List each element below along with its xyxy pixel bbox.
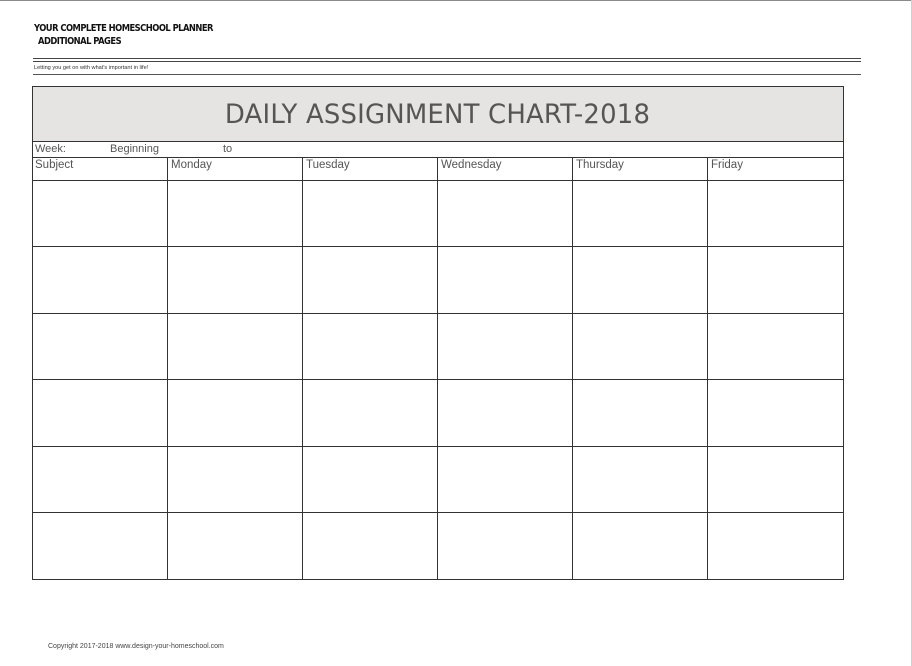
column-header-tuesday: Tuesday	[306, 159, 350, 171]
chart-title-bar	[33, 87, 843, 142]
row-divider	[33, 446, 843, 447]
planner-title: YOUR COMPLETE HOMESCHOOL PLANNER	[34, 23, 213, 34]
grid-header-row	[33, 158, 843, 181]
table-cell[interactable]	[33, 181, 167, 246]
table-cell[interactable]	[573, 181, 707, 246]
row-divider	[33, 313, 843, 314]
assignment-chart	[32, 86, 844, 580]
header-double-rule	[33, 58, 861, 62]
chart-title: DAILY ASSIGNMENT CHART-2018	[225, 98, 651, 130]
table-cell[interactable]	[708, 181, 843, 246]
planner-subtitle: ADDITIONAL PAGES	[38, 36, 122, 47]
row-divider	[33, 512, 843, 513]
row-divider	[33, 379, 843, 380]
to-label: to	[223, 143, 233, 155]
column-header-thursday: Thursday	[576, 159, 624, 171]
tagline-rule	[33, 74, 861, 75]
column-header-friday: Friday	[711, 159, 743, 171]
column-header-subject: Subject	[35, 159, 74, 171]
beginning-label: Beginning	[110, 143, 159, 155]
table-cell[interactable]	[438, 181, 572, 246]
table-cell[interactable]	[168, 181, 302, 246]
week-label: Week:	[35, 143, 66, 155]
column-header-wednesday: Wednesday	[441, 159, 502, 171]
copyright-footer: Copyright 2017-2018 www.design-your-homeschool.com	[48, 643, 224, 650]
row-divider	[33, 246, 843, 247]
planner-tagline: Letting you get on with what's important in life!	[34, 65, 149, 71]
top-border-line	[0, 0, 912, 1]
column-header-monday: Monday	[171, 159, 212, 171]
week-row	[33, 142, 843, 158]
table-cell[interactable]	[303, 181, 437, 246]
